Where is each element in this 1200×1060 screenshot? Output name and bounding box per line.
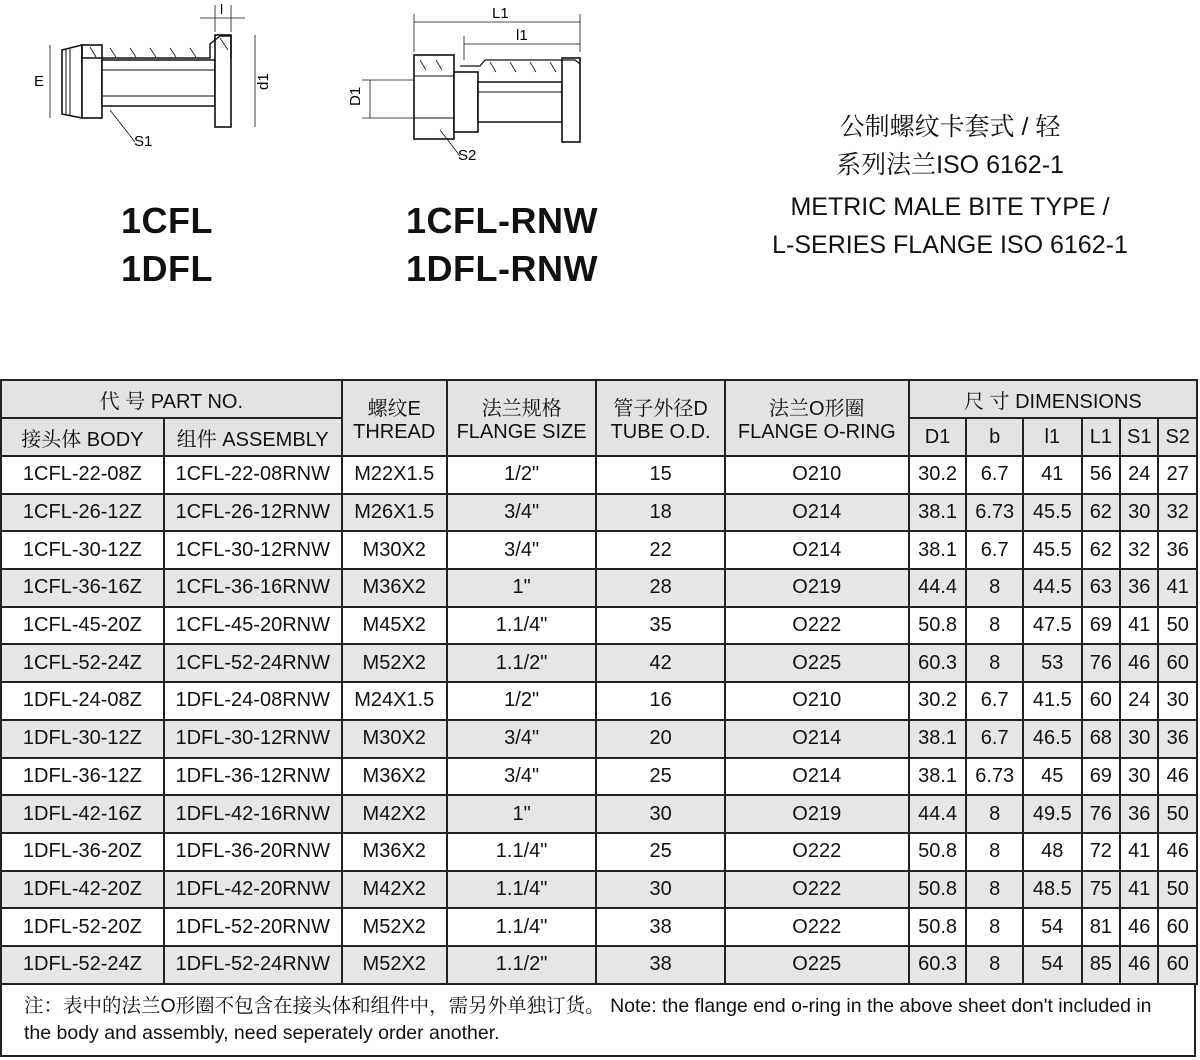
cell-dim-b: 6.7: [966, 720, 1023, 758]
table-row: [1, 908, 1197, 946]
cell-dim-b: 8: [966, 795, 1023, 833]
cell-thread: M22X1.5: [342, 456, 447, 494]
model-code: 1DFL-RNW: [406, 248, 598, 289]
cell-dim-b: 8: [966, 569, 1023, 607]
cell-dim-L1: 81: [1082, 908, 1120, 946]
title-en-line2: L-SERIES FLANGE ISO 6162-1: [772, 231, 1128, 259]
model-code: 1DFL: [121, 248, 213, 289]
cell-tube-od: 25: [596, 758, 724, 796]
cell-dim-l1: 46.5: [1023, 720, 1082, 758]
cell-dim-L1: 56: [1082, 456, 1120, 494]
cell-dim-S2: 60: [1158, 644, 1197, 682]
cell-thread: M52X2: [342, 644, 447, 682]
cell-dim-b: 6.73: [966, 494, 1023, 532]
cell-flange-size: 1.1/4": [447, 833, 597, 871]
header-dimensions: 尺 寸 DIMENSIONS: [909, 380, 1197, 418]
cell-dim-S2: 50: [1158, 871, 1197, 909]
cell-flange-oring: O222: [725, 833, 909, 871]
cell-thread: M36X2: [342, 569, 447, 607]
table-row: [1, 720, 1197, 758]
cell-body-code: 1DFL-36-12Z: [1, 758, 164, 796]
cell-dim-L1: 68: [1082, 720, 1120, 758]
header-tube-od: [596, 380, 724, 456]
cell-thread: M52X2: [342, 908, 447, 946]
cell-dim-S2: 41: [1158, 569, 1197, 607]
cell-dim-D1: 44.4: [909, 569, 967, 607]
cell-thread: M42X2: [342, 795, 447, 833]
cell-dim-L1: 76: [1082, 644, 1120, 682]
cell-dim-L1: 69: [1082, 607, 1120, 645]
header-assembly: 组件 ASSEMBLY: [164, 418, 342, 456]
header-dim-b: b: [966, 418, 1023, 456]
cell-dim-b: 8: [966, 871, 1023, 909]
header-dim-L1: L1: [1082, 418, 1120, 456]
dim-s2-label: S2: [458, 147, 477, 164]
cell-body-code: 1DFL-42-20Z: [1, 871, 164, 909]
cell-body-code: 1CFL-22-08Z: [1, 456, 164, 494]
table-row: [1, 946, 1197, 984]
cell-dim-D1: 38.1: [909, 720, 967, 758]
cell-dim-L1: 62: [1082, 531, 1120, 569]
cell-tube-od: 42: [596, 644, 724, 682]
cell-thread: M36X2: [342, 758, 447, 796]
cell-dim-l1: 44.5: [1023, 569, 1082, 607]
order-note: 注：表中的法兰O形圈不包含在接头体和组件中，需另外单独订货。 Note: the flange end o-ring in the above sheet don't included in the body and assembly, need seperately order another.: [0, 985, 1196, 1057]
table-row: [1, 795, 1197, 833]
cell-dim-l1: 48: [1023, 833, 1082, 871]
cell-thread: M45X2: [342, 607, 447, 645]
cell-thread: M42X2: [342, 871, 447, 909]
header-flange-cn: 法兰规格: [481, 398, 562, 420]
cell-tube-od: 20: [596, 720, 724, 758]
cell-dim-L1: 62: [1082, 494, 1120, 532]
cell-dim-S2: 36: [1158, 720, 1197, 758]
cell-assembly-code: 1DFL-36-12RNW: [164, 758, 342, 796]
cell-dim-S2: 60: [1158, 946, 1197, 984]
cell-thread: M30X2: [342, 720, 447, 758]
cell-flange-oring: O222: [725, 908, 909, 946]
model-codes-left: [121, 197, 213, 293]
table-row: [1, 607, 1197, 645]
cell-dim-S1: 46: [1120, 644, 1158, 682]
cell-dim-D1: 50.8: [909, 607, 967, 645]
header-flange-oring: [725, 380, 909, 456]
cell-assembly-code: 1DFL-42-20RNW: [164, 871, 342, 909]
cell-flange-oring: O225: [725, 946, 909, 984]
table-row: [1, 682, 1197, 720]
header-dim-S2: S2: [1158, 418, 1197, 456]
table-row: [1, 871, 1197, 909]
cell-assembly-code: 1CFL-52-24RNW: [164, 644, 342, 682]
cell-dim-S1: 24: [1120, 682, 1158, 720]
table-row: [1, 494, 1197, 532]
cell-body-code: 1CFL-45-20Z: [1, 607, 164, 645]
header-thread-en: THREAD: [353, 421, 436, 443]
cell-dim-S1: 36: [1120, 569, 1158, 607]
cell-dim-S1: 24: [1120, 456, 1158, 494]
table-row: [1, 758, 1197, 796]
cell-dim-S1: 36: [1120, 795, 1158, 833]
cell-dim-b: 8: [966, 644, 1023, 682]
cell-dim-l1: 54: [1023, 908, 1082, 946]
cell-flange-oring: O225: [725, 644, 909, 682]
cell-dim-b: 6.7: [966, 456, 1023, 494]
cell-thread: M30X2: [342, 531, 447, 569]
table-row: [1, 569, 1197, 607]
dim-l1-label: l1: [516, 27, 528, 44]
table-row: [1, 531, 1197, 569]
cell-dim-l1: 53: [1023, 644, 1082, 682]
cell-flange-size: 1.1/2": [447, 644, 597, 682]
cell-assembly-code: 1DFL-24-08RNW: [164, 682, 342, 720]
cell-dim-b: 6.73: [966, 758, 1023, 796]
cell-flange-size: 1.1/4": [447, 871, 597, 909]
cell-flange-oring: O219: [725, 569, 909, 607]
cell-tube-od: 18: [596, 494, 724, 532]
cell-flange-size: 1": [447, 795, 597, 833]
dim-D1-label: D1: [347, 86, 364, 106]
cell-tube-od: 25: [596, 833, 724, 871]
header-thread: [342, 380, 447, 456]
cell-flange-oring: O222: [725, 871, 909, 909]
cell-dim-D1: 30.2: [909, 682, 967, 720]
cell-flange-size: 1": [447, 569, 597, 607]
cell-dim-l1: 41: [1023, 456, 1082, 494]
cell-dim-S2: 30: [1158, 682, 1197, 720]
model-codes-right: [406, 197, 598, 293]
cell-flange-size: 3/4": [447, 720, 597, 758]
cell-tube-od: 16: [596, 682, 724, 720]
cell-dim-S1: 41: [1120, 871, 1158, 909]
cell-dim-S1: 30: [1120, 758, 1158, 796]
cell-dim-L1: 72: [1082, 833, 1120, 871]
header-tube-en: TUBE O.D.: [610, 421, 711, 443]
cell-dim-b: 8: [966, 908, 1023, 946]
fitting-assembly-drawing: [340, 0, 610, 170]
cell-dim-L1: 63: [1082, 569, 1120, 607]
title-en-line1: METRIC MALE BITE TYPE /: [790, 193, 1110, 221]
cell-dim-D1: 38.1: [909, 531, 967, 569]
cell-thread: M26X1.5: [342, 494, 447, 532]
cell-dim-l1: 45.5: [1023, 494, 1082, 532]
dim-l-label: l: [220, 1, 224, 17]
cell-flange-size: 3/4": [447, 494, 597, 532]
cell-dim-S2: 36: [1158, 531, 1197, 569]
cell-body-code: 1DFL-24-08Z: [1, 682, 164, 720]
cell-tube-od: 30: [596, 871, 724, 909]
table-row: [1, 456, 1197, 494]
cell-dim-l1: 45: [1023, 758, 1082, 796]
header-flange-en: FLANGE SIZE: [456, 421, 587, 443]
cell-tube-od: 15: [596, 456, 724, 494]
cell-dim-S1: 30: [1120, 720, 1158, 758]
cell-flange-size: 1/2": [447, 456, 597, 494]
cell-dim-l1: 47.5: [1023, 607, 1082, 645]
cell-assembly-code: 1CFL-22-08RNW: [164, 456, 342, 494]
table-header: [1, 380, 1197, 456]
header-dim-S1: S1: [1120, 418, 1158, 456]
cell-dim-S1: 46: [1120, 908, 1158, 946]
cell-dim-S2: 46: [1158, 758, 1197, 796]
cell-flange-size: 1.1/2": [447, 946, 597, 984]
cell-dim-b: 8: [966, 946, 1023, 984]
cell-body-code: 1CFL-52-24Z: [1, 644, 164, 682]
cell-dim-l1: 54: [1023, 946, 1082, 984]
cell-body-code: 1DFL-52-20Z: [1, 908, 164, 946]
product-title: [720, 108, 1180, 264]
header-tube-cn: 管子外径D: [613, 398, 708, 420]
header-part-no: 代 号 PART NO.: [1, 380, 342, 418]
cell-body-code: 1CFL-36-16Z: [1, 569, 164, 607]
cell-dim-b: 6.7: [966, 682, 1023, 720]
cell-assembly-code: 1DFL-36-20RNW: [164, 833, 342, 871]
header-oring-en: FLANGE O-RING: [737, 421, 896, 443]
cell-assembly-code: 1DFL-42-16RNW: [164, 795, 342, 833]
cell-tube-od: 38: [596, 908, 724, 946]
cell-dim-S2: 32: [1158, 494, 1197, 532]
cell-dim-D1: 60.3: [909, 946, 967, 984]
cell-flange-size: 1.1/4": [447, 908, 597, 946]
cell-dim-S1: 30: [1120, 494, 1158, 532]
cell-assembly-code: 1DFL-52-24RNW: [164, 946, 342, 984]
cell-dim-S2: 60: [1158, 908, 1197, 946]
dim-e-label: E: [34, 73, 45, 90]
header-dim-D1: D1: [909, 418, 967, 456]
dim-s1-label: S1: [134, 133, 153, 150]
cell-dim-S1: 41: [1120, 607, 1158, 645]
cell-assembly-code: 1CFL-26-12RNW: [164, 494, 342, 532]
cell-dim-L1: 69: [1082, 758, 1120, 796]
cell-dim-S1: 41: [1120, 833, 1158, 871]
cell-flange-oring: O214: [725, 758, 909, 796]
cell-dim-b: 6.7: [966, 531, 1023, 569]
cell-assembly-code: 1CFL-45-20RNW: [164, 607, 342, 645]
cell-dim-D1: 38.1: [909, 758, 967, 796]
cell-flange-size: 1/2": [447, 682, 597, 720]
cell-dim-D1: 50.8: [909, 833, 967, 871]
cell-dim-S1: 46: [1120, 946, 1158, 984]
cell-dim-L1: 75: [1082, 871, 1120, 909]
cell-flange-oring: O214: [725, 494, 909, 532]
dim-L1-label: L1: [492, 5, 509, 22]
cell-tube-od: 22: [596, 531, 724, 569]
cell-flange-size: 3/4": [447, 758, 597, 796]
cell-tube-od: 35: [596, 607, 724, 645]
cell-dim-D1: 44.4: [909, 795, 967, 833]
cell-assembly-code: 1CFL-30-12RNW: [164, 531, 342, 569]
cell-dim-S2: 27: [1158, 456, 1197, 494]
cell-body-code: 1DFL-42-16Z: [1, 795, 164, 833]
cell-dim-l1: 48.5: [1023, 871, 1082, 909]
model-code: 1CFL-RNW: [406, 200, 598, 241]
cell-body-code: 1DFL-52-24Z: [1, 946, 164, 984]
cell-dim-b: 8: [966, 607, 1023, 645]
cell-dim-S2: 46: [1158, 833, 1197, 871]
title-cn-line1: 公制螺纹卡套式 / 轻: [839, 113, 1061, 141]
model-code: 1CFL: [121, 200, 213, 241]
title-cn-line2: 系列法兰ISO 6162-1: [836, 151, 1064, 179]
cell-flange-oring: O219: [725, 795, 909, 833]
table-body: [1, 456, 1197, 984]
dim-d1-label: d1: [255, 73, 272, 90]
cell-tube-od: 30: [596, 795, 724, 833]
cell-assembly-code: 1DFL-30-12RNW: [164, 720, 342, 758]
cell-body-code: 1DFL-30-12Z: [1, 720, 164, 758]
header-thread-cn: 螺纹E: [367, 398, 421, 420]
cell-flange-oring: O210: [725, 456, 909, 494]
cell-body-code: 1DFL-36-20Z: [1, 833, 164, 871]
fitting-body-drawing: [20, 0, 280, 160]
cell-dim-D1: 60.3: [909, 644, 967, 682]
cell-flange-oring: O214: [725, 531, 909, 569]
cell-tube-od: 28: [596, 569, 724, 607]
cell-flange-size: 1.1/4": [447, 607, 597, 645]
cell-body-code: 1CFL-30-12Z: [1, 531, 164, 569]
cell-dim-D1: 50.8: [909, 908, 967, 946]
cell-assembly-code: 1CFL-36-16RNW: [164, 569, 342, 607]
cell-assembly-code: 1DFL-52-20RNW: [164, 908, 342, 946]
cell-dim-S1: 32: [1120, 531, 1158, 569]
cell-dim-L1: 85: [1082, 946, 1120, 984]
header-oring-cn: 法兰O形圈: [768, 398, 865, 420]
cell-dim-L1: 76: [1082, 795, 1120, 833]
cell-dim-l1: 41.5: [1023, 682, 1082, 720]
cell-thread: M52X2: [342, 946, 447, 984]
header-flange-size: [447, 380, 597, 456]
cell-body-code: 1CFL-26-12Z: [1, 494, 164, 532]
cell-thread: M36X2: [342, 833, 447, 871]
cell-flange-oring: O222: [725, 607, 909, 645]
cell-dim-S2: 50: [1158, 607, 1197, 645]
table-row: [1, 833, 1197, 871]
cell-flange-size: 3/4": [447, 531, 597, 569]
cell-flange-oring: O214: [725, 720, 909, 758]
header-dim-l1: l1: [1023, 418, 1082, 456]
cell-dim-D1: 30.2: [909, 456, 967, 494]
cell-tube-od: 38: [596, 946, 724, 984]
cell-dim-b: 8: [966, 833, 1023, 871]
cell-thread: M24X1.5: [342, 682, 447, 720]
cell-dim-L1: 60: [1082, 682, 1120, 720]
cell-dim-D1: 50.8: [909, 871, 967, 909]
cell-dim-l1: 45.5: [1023, 531, 1082, 569]
cell-dim-l1: 49.5: [1023, 795, 1082, 833]
header-body: 接头体 BODY: [1, 418, 164, 456]
cell-dim-D1: 38.1: [909, 494, 967, 532]
table-row: [1, 644, 1197, 682]
spec-table: [0, 379, 1198, 985]
cell-dim-S2: 50: [1158, 795, 1197, 833]
cell-flange-oring: O210: [725, 682, 909, 720]
